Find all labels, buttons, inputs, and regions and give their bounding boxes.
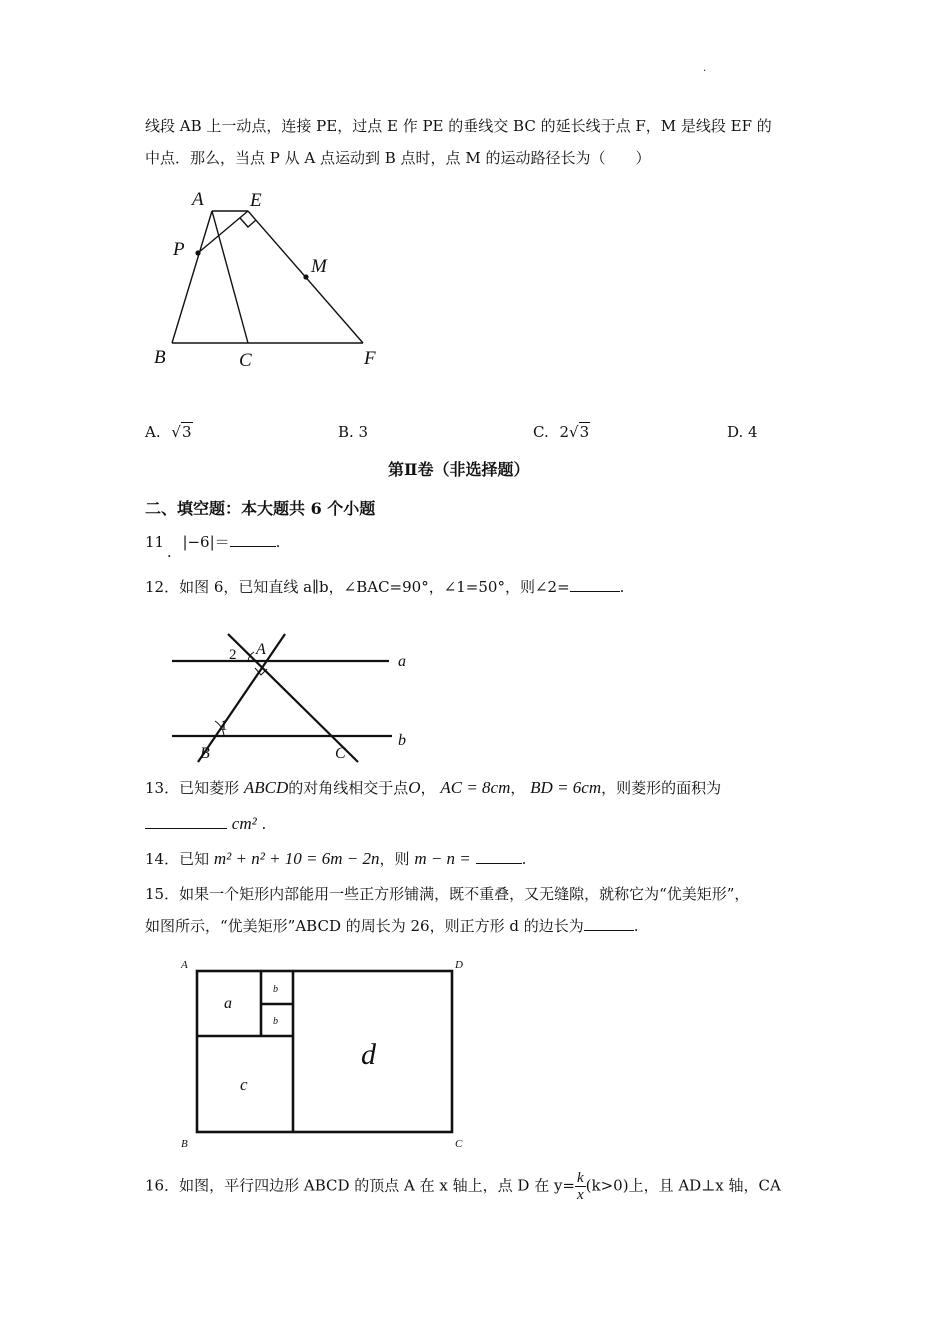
q15-line2	[145, 915, 639, 937]
choice-a-value: √3	[171, 423, 192, 441]
q13-unit: cm²	[231, 814, 257, 833]
q14	[145, 848, 526, 870]
q10-figure	[150, 180, 400, 380]
q13-bd: BD = 6cm	[530, 778, 602, 797]
q16-prefix: 16．如图，平行四边形 ABCD 的顶点 A 在 x 轴上，点 D 在 y=	[145, 1176, 575, 1195]
part-heading: 二、填空题：本大题共 6 个小题	[145, 499, 376, 518]
page-mark: .	[703, 63, 707, 74]
q11-dot: .	[166, 543, 172, 561]
q15-label-C: C	[455, 1138, 463, 1150]
square-b2-label: b	[273, 1016, 278, 1027]
point-M	[303, 274, 308, 279]
choice-d: D. 4	[727, 423, 758, 441]
q13-line1: 13．已知菱形 ABCD的对角线相交于点O， AC = 8cm， BD = 6cm，则菱形的面积为	[145, 778, 722, 797]
segment-AB	[172, 211, 212, 343]
q15-text: 如图所示，“优美矩形”ABCD 的周长为 26，则正方形 d 的边长为	[145, 917, 584, 935]
q12-label-a: a	[398, 653, 406, 670]
point-P	[195, 250, 200, 255]
choice-a	[145, 423, 193, 441]
q14-end: .	[521, 850, 527, 868]
q12-figure	[165, 625, 425, 765]
q12-label-A: A	[256, 641, 266, 658]
q14-prefix: 14．已知	[145, 850, 210, 868]
q10-line1: 线段 AB 上一动点，连接 PE，过点 E 作 PE 的垂线交 BC 的延长线于点 F，M 是线段 EF 的	[145, 117, 772, 135]
q13-end: .	[261, 815, 267, 833]
q14-equation: m² + n² + 10 = 6m − 2n	[213, 849, 380, 868]
q15-label-D: D	[455, 959, 463, 971]
right-angle-mark	[240, 218, 256, 227]
q12-label-B: B	[200, 745, 210, 762]
q12	[145, 576, 624, 598]
q12-end: .	[619, 578, 625, 596]
q12-answer-blank[interactable]	[570, 577, 620, 592]
section-title: 第Ⅱ卷（非选择题）	[388, 460, 530, 479]
q11-answer-blank[interactable]	[230, 532, 276, 547]
q15-answer-blank[interactable]	[584, 916, 634, 931]
q15-line1: 15．如果一个矩形内部能用一些正方形铺满，既不重叠，又无缝隙，就称它为“优美矩形”，	[145, 885, 750, 903]
q13-line2	[145, 813, 266, 835]
q11	[145, 531, 281, 561]
q14-answer-blank[interactable]	[476, 849, 522, 864]
q14-mid: ，则	[379, 850, 410, 868]
q16-fraction: $\frac{k}{x}$	[577, 1170, 584, 1203]
label-M: M	[311, 256, 327, 277]
q11-expression: |−6|＝	[182, 533, 230, 551]
rect-ABCD	[197, 971, 452, 1132]
square-c-label: c	[240, 1075, 248, 1094]
label-C: C	[239, 350, 252, 371]
label-F: F	[364, 348, 376, 369]
q15-label-A: A	[181, 959, 188, 971]
q13-tail: ，则菱形的面积为	[601, 779, 722, 797]
q15-end: .	[633, 917, 639, 935]
q12-label-1: 1	[220, 718, 228, 734]
label-B: B	[154, 347, 166, 368]
square-b1-label: b	[273, 984, 278, 995]
square-d-label: d	[361, 1038, 376, 1071]
q12-label-b: b	[398, 732, 406, 749]
q16-condition: (k>0)上，且 AD⊥x 轴，CA	[585, 1176, 781, 1195]
segment-AC	[212, 211, 248, 343]
q15-label-B: B	[181, 1138, 188, 1150]
choice-c-letter: C.	[533, 423, 549, 441]
q12-label-2: 2	[229, 647, 237, 663]
q13-mid: 的对角线相交于点	[288, 779, 409, 797]
line-AC	[228, 634, 358, 762]
q10-line2: 中点．那么，当点 P 从 A 点运动到 B 点时，点 M 的运动路径长为（ ）	[145, 149, 651, 167]
line-AB	[198, 634, 285, 762]
q11-number: 11	[145, 533, 165, 551]
q13-prefix: 13．已知菱形	[145, 779, 240, 797]
q12-label-C: C	[335, 745, 346, 762]
square-a-label: a	[224, 995, 232, 1012]
q13-point: O	[408, 778, 421, 797]
label-E: E	[250, 190, 262, 211]
label-P: P	[173, 239, 185, 260]
choice-b: B. 3	[338, 423, 369, 441]
choice-c-value: 2√3	[559, 423, 590, 441]
q12-text: 12．如图 6，已知直线 a∥b，∠BAC=90°，∠1=50°，则∠2=	[145, 578, 570, 596]
q11-end: .	[275, 533, 281, 551]
choice-c	[533, 423, 590, 441]
choice-a-letter: A.	[145, 423, 161, 441]
q13-answer-blank[interactable]	[145, 814, 227, 829]
q14-expression: m − n =	[414, 849, 471, 868]
q15-figure	[175, 950, 475, 1155]
label-A: A	[192, 189, 204, 210]
q13-name: ABCD	[243, 778, 289, 797]
q16	[145, 1170, 781, 1203]
q13-ac: AC = 8cm	[440, 778, 511, 797]
